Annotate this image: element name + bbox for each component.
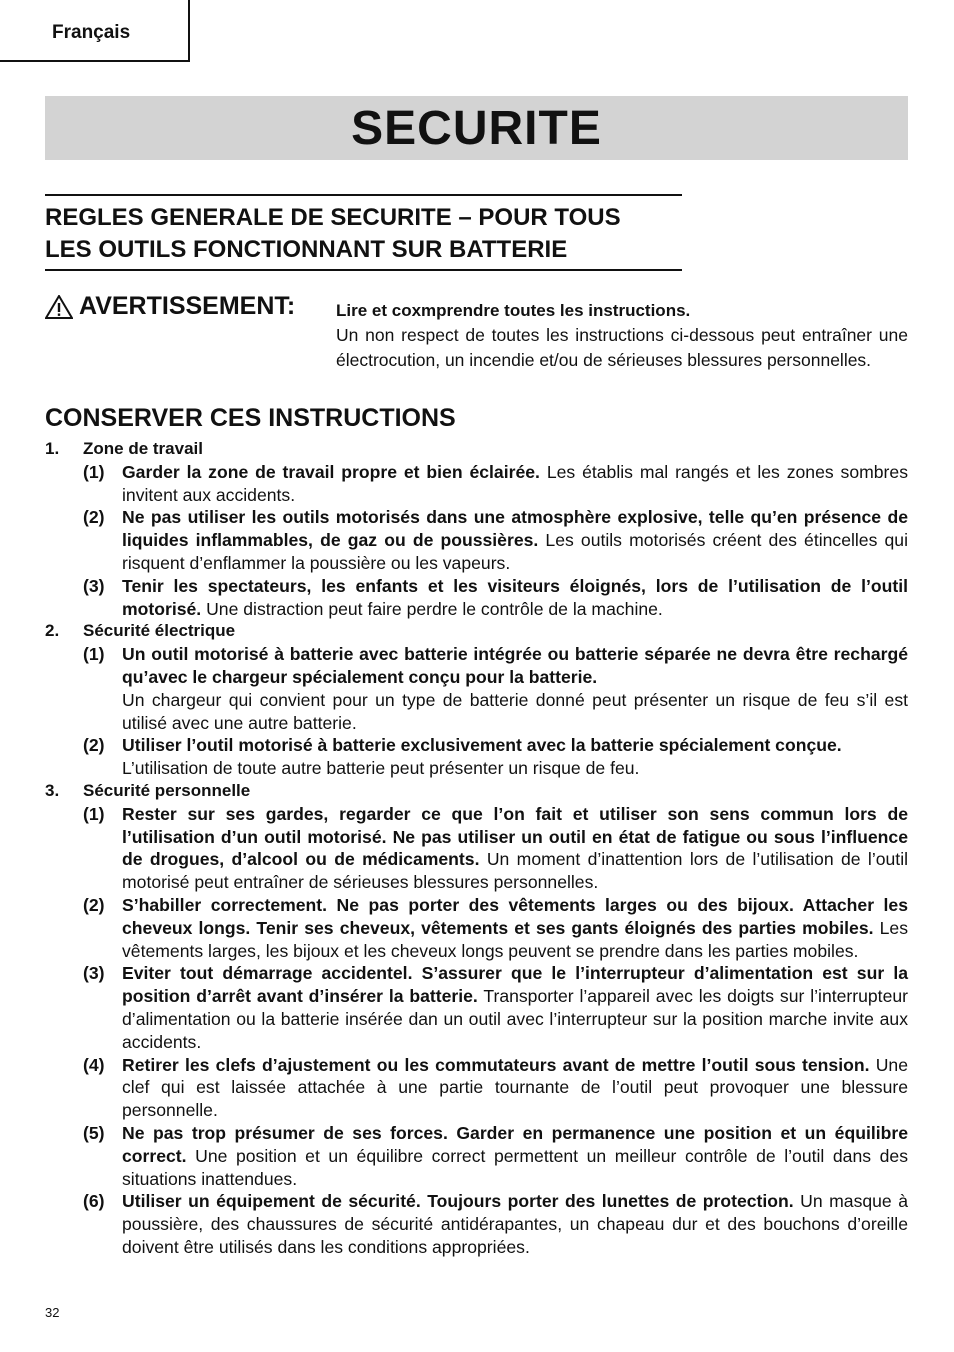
- list-item: [45, 643, 908, 734]
- page-number: 32: [45, 1305, 60, 1320]
- section-title: Sécurité électrique: [83, 621, 236, 641]
- list-item: [45, 506, 908, 574]
- item-text: [122, 1190, 908, 1258]
- item-text: [122, 734, 908, 780]
- item-bold-text: Retirer les clefs d’ajustement ou les commutateurs avant de mettre l’outil sous tension.: [122, 1054, 870, 1075]
- conserver-heading: CONSERVER CES INSTRUCTIONS: [45, 404, 456, 432]
- item-number: (2): [83, 894, 105, 915]
- item-text: [122, 962, 908, 1053]
- item-text: [122, 894, 908, 962]
- language-tab: [0, 0, 190, 62]
- list-item: [45, 1054, 908, 1122]
- item-regular-text: Un masque à poussière, des chaussures de sécurité antidérapantes, un chapeau dur et des bouchons d’oreille doivent être utilisés dans les conditions appropriées.: [122, 1191, 908, 1257]
- item-bold-text: Utiliser l’outil motorisé à batterie exclusivement avec la batterie spécialement conçue.: [122, 735, 842, 756]
- item-bold-text: Ne pas trop présumer de ses forces. Garder en permanence une position et un équilibre correct.: [122, 1122, 908, 1166]
- warning-label-text: AVERTISSEMENT:: [79, 292, 296, 320]
- section-number: 2.: [45, 621, 60, 641]
- item-bold-text: Ne pas utiliser les outils motorisés dans une atmosphère explosive, telle qu’en présence de liquides inflammables, de gaz ou de poussières.: [122, 507, 908, 551]
- page-title: SECURITE: [351, 101, 602, 155]
- item-number: (1): [83, 461, 105, 482]
- list-item: [45, 962, 908, 1053]
- item-number: (1): [83, 803, 105, 824]
- warning-triangle-icon: [45, 295, 73, 319]
- item-bold-text: Rester sur ses gardes, regarder ce que l’on fait et utiliser son sens commun lors de l’utilisation d’un outil motorisé. Ne pas utiliser un outil en état de fatigue ou sous l’influence de drogues, d’alcool ou de médicaments.: [122, 803, 908, 870]
- section-number: 1.: [45, 439, 60, 458]
- section-header: [45, 438, 908, 461]
- item-text: [122, 1054, 908, 1122]
- item-regular-text: Les établis mal rangés et les zones sombres invitent aux accidents.: [122, 461, 908, 505]
- list-item: [45, 461, 908, 507]
- item-bold-text: Garder la zone de travail propre et bien éclairée.: [122, 461, 540, 482]
- item-regular-text: Une distraction peut faire perdre le contrôle de la machine.: [201, 598, 663, 619]
- item-text: [122, 575, 908, 621]
- warning-label: [45, 292, 295, 321]
- item-bold-text: S’habiller correctement. Ne pas porter des vêtements larges ou des bijoux. Attacher les cheveux longs. Tenir ses cheveux, vêtements et ses gants éloignés des parties mobiles.: [122, 894, 908, 938]
- list-item: [45, 1190, 908, 1258]
- item-regular-text: Les outils motorisés créent des étincelles qui risquent d’enflammer la poussière ou les vapeurs.: [122, 530, 908, 573]
- warning-lead: Lire et coxmprendre toutes les instructions.: [336, 301, 691, 320]
- item-text: [122, 803, 908, 894]
- language-label: Français: [52, 22, 131, 43]
- instructions-list: [45, 438, 908, 1259]
- item-regular-text: Une position et un équilibre correct permettent un meilleur contrôle de l’outil dans des situations inattendues.: [122, 1145, 908, 1189]
- section-header: [45, 620, 908, 643]
- item-text: [122, 643, 908, 734]
- section-title: Zone de travail: [83, 439, 203, 458]
- list-item: [45, 734, 908, 780]
- item-regular-text: Un chargeur qui convient pour un type de batterie donné peut présenter un risque de feu s’il est utilisé avec une autre batterie.: [122, 689, 908, 733]
- section-heading: [45, 194, 682, 271]
- item-number: (6): [83, 1191, 105, 1212]
- item-bold-text: Un outil motorisé à batterie avec batterie intégrée ou batterie séparée ne devra être rechargé qu’avec le chargeur spécialement conçu pour la batterie.: [122, 644, 908, 687]
- item-text: [122, 506, 908, 574]
- section-title-line-1: REGLES GENERALE DE SECURITE – POUR TOUS: [45, 204, 621, 231]
- page-title-bar: [45, 96, 908, 160]
- item-number: (2): [83, 735, 105, 756]
- item-number: (4): [83, 1054, 105, 1075]
- item-text: [122, 461, 908, 507]
- section-title: Sécurité personnelle: [83, 780, 251, 800]
- item-text: [122, 1122, 908, 1190]
- item-regular-text: L’utilisation de toute autre batterie peut présenter un risque de feu.: [122, 758, 640, 779]
- list-item: [45, 803, 908, 894]
- item-number: (3): [83, 963, 105, 984]
- list-item: [45, 575, 908, 621]
- list-item: [45, 1122, 908, 1190]
- item-number: (5): [83, 1122, 105, 1143]
- item-regular-text: Une clef qui est laissée attachée à une partie tournante de l’outil peut provoquer une blessure personnelle.: [122, 1054, 908, 1121]
- section-header: [45, 780, 908, 803]
- item-bold-text: Tenir les spectateurs, les enfants et les visiteurs éloignés, lors de l’utilisation de l’outil motorisé.: [122, 575, 908, 619]
- item-bold-text: Utiliser un équipement de sécurité. Toujours porter des lunettes de protection.: [122, 1191, 794, 1212]
- item-number: (3): [83, 575, 105, 596]
- item-regular-text: Un moment d’inattention lors de l’utilisation de l’outil motorisé peut entraîner de sérieuses blessures personnelles.: [122, 849, 909, 893]
- warning-text: [336, 298, 908, 373]
- item-regular-text: Les vêtements larges, les bijoux et les cheveux longs peuvent se prendre dans les parties mobiles.: [122, 917, 908, 961]
- item-number: (2): [83, 507, 105, 528]
- item-regular-text: Transporter l’appareil avec les doigts sur l’interrupteur d’alimentation ou la batterie insérée dan un outil avec l’interrupteur sur la position marche invite aux accidents.: [122, 986, 908, 1052]
- section-number: 3.: [45, 780, 60, 800]
- list-item: [45, 894, 908, 962]
- section-title-line-2: LES OUTILS FONCTIONNANT SUR BATTERIE: [45, 236, 568, 263]
- item-bold-text: Eviter tout démarrage accidentel. S’assurer que le l’interrupteur d’alimentation est sur la position d’arrêt avant d’insérer la batterie.: [122, 963, 908, 1007]
- warning-body: Un non respect de toutes les instructions ci-dessous peut entraîner une électrocution, un incendie et/ou de sérieuses blessures personnelles.: [336, 325, 908, 370]
- item-number: (1): [83, 644, 105, 665]
